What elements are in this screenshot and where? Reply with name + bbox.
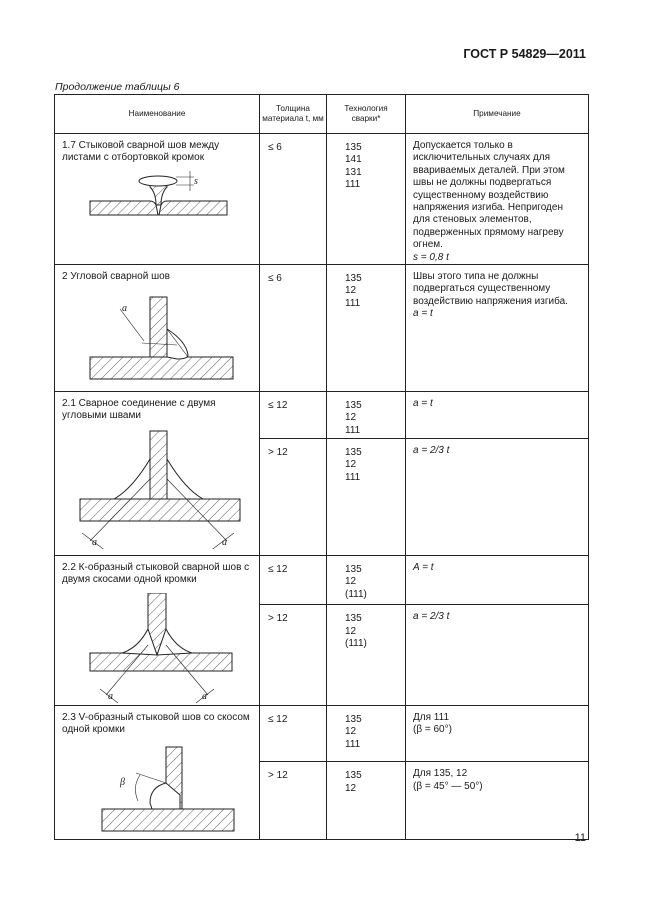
flanged-butt-weld-figure [62,171,252,233]
row-title: 2.2 К-образный стыковой сварной шов с двумя скосами одной кромки [62,562,250,586]
note-cell [406,556,589,605]
weld-types-table [54,94,589,840]
note-formula: a = 2/3 t [413,445,450,457]
technology-code: 12 [345,625,357,637]
note-formula: (β = 45° — 50°) [413,780,483,792]
technology-code: 12 [345,726,357,738]
technology-code: 135 [345,400,362,412]
table-continuation-caption: Продолжение таблицы 6 [55,81,180,93]
technology-code: 111 [345,471,361,483]
thickness-cell: > 12 [260,762,327,839]
label-s: s [194,175,198,187]
single-bevel-v-weld-figure [62,743,252,839]
note-formula: A = t [413,562,434,574]
name-cell [55,392,260,556]
technology-code: 12 [345,576,357,588]
technology-code: 135 [345,770,362,782]
note-formula: a = t [413,308,433,320]
technology-code: 111 [345,738,361,750]
table-row [55,705,589,761]
row-title: 2.1 Сварное соединение с двумя угловыми швами [62,398,216,422]
note-cell [406,762,589,839]
page-number: 11 [574,832,586,844]
label-beta: β [120,776,125,788]
thickness-cell: ≤ 6 [260,265,327,392]
table-row [55,392,589,439]
technology-code: 135 [345,613,362,625]
k-butt-weld-figure [62,593,252,705]
label-a-left: a [108,690,113,702]
note-cell [406,705,589,761]
table-row [55,134,589,265]
technology-code: 111 [345,297,361,309]
header-name: Наименование [55,95,260,134]
technology-code: 135 [345,564,362,576]
technology-code: 12 [345,459,357,471]
row-title: 1.7 Стыковой сварной шов между листами с отбортовкой кромок [62,140,220,164]
name-cell [55,705,260,839]
technology-code: 12 [345,782,357,794]
name-cell [55,134,260,265]
note-text: Для 135, 12 [413,768,468,780]
technology-code: 141 [345,154,362,166]
technology-cell [327,705,406,761]
thickness-cell: ≤ 12 [260,392,327,439]
table-header-row [55,95,589,134]
technology-code: 12 [345,285,357,297]
label-a-right: a [202,690,207,702]
double-fillet-weld-figure [62,429,252,549]
technology-code: 135 [345,713,362,725]
note-formula: a = t [413,398,433,410]
technology-cell [327,392,406,439]
thickness-cell: > 12 [260,605,327,706]
note-formula: a = 2/3 t [413,611,450,623]
technology-code: 131 [345,166,362,178]
technology-cell [327,134,406,265]
note-text: Допускается только в исключительных случаях для ввариваемых деталей. При этом швы не должны подвергаться существенному воздействию напряжения изгиба. Непригоден для стеновых элементов, подверженных прямому нагреву огнем. [413,140,565,251]
technology-cell [327,439,406,556]
header-note: Примечание [406,95,589,134]
header-technology: Технология сварки* [327,95,406,134]
thickness-cell: ≤ 6 [260,134,327,265]
thickness-cell: ≤ 12 [260,705,327,761]
header-thickness: Толщина материала t, мм [260,95,327,134]
thickness-cell: > 12 [260,439,327,556]
row-title: 2 Угловой сварной шов [62,271,170,283]
technology-cell [327,556,406,605]
technology-cell [327,605,406,706]
technology-code: (111) [345,638,367,650]
document-code: ГОСТ Р 54829—2011 [463,47,586,61]
note-cell [406,439,589,556]
note-cell [406,392,589,439]
note-formula: (β = 60°) [413,724,452,736]
technology-code: 135 [345,273,362,285]
table-row [55,265,589,392]
technology-code: 135 [345,447,362,459]
technology-code: 135 [345,142,362,153]
note-cell [406,265,589,392]
label-a: a [122,303,127,315]
label-a-left: a [92,536,97,548]
row-title: 2.3 V-образный стыковой шов со скосом одной кромки [62,711,250,736]
note-cell [406,134,589,265]
technology-cell [327,265,406,392]
technology-code: (111) [345,588,367,600]
technology-code: 111 [345,424,361,436]
name-cell [55,556,260,706]
note-text: Для 111 [413,711,450,723]
table-row [55,556,589,605]
label-a-right: a [222,536,227,548]
technology-code: 111 [345,179,361,191]
name-cell [55,265,260,392]
note-cell [406,605,589,706]
fillet-weld-figure [62,289,252,383]
note-text: Швы этого типа не должны подвергаться существенному воздействию напряжения изгиба. [413,271,568,307]
thickness-cell: ≤ 12 [260,556,327,605]
technology-code: 12 [345,412,357,424]
note-formula: s = 0,8 t [413,251,449,263]
technology-cell [327,762,406,839]
